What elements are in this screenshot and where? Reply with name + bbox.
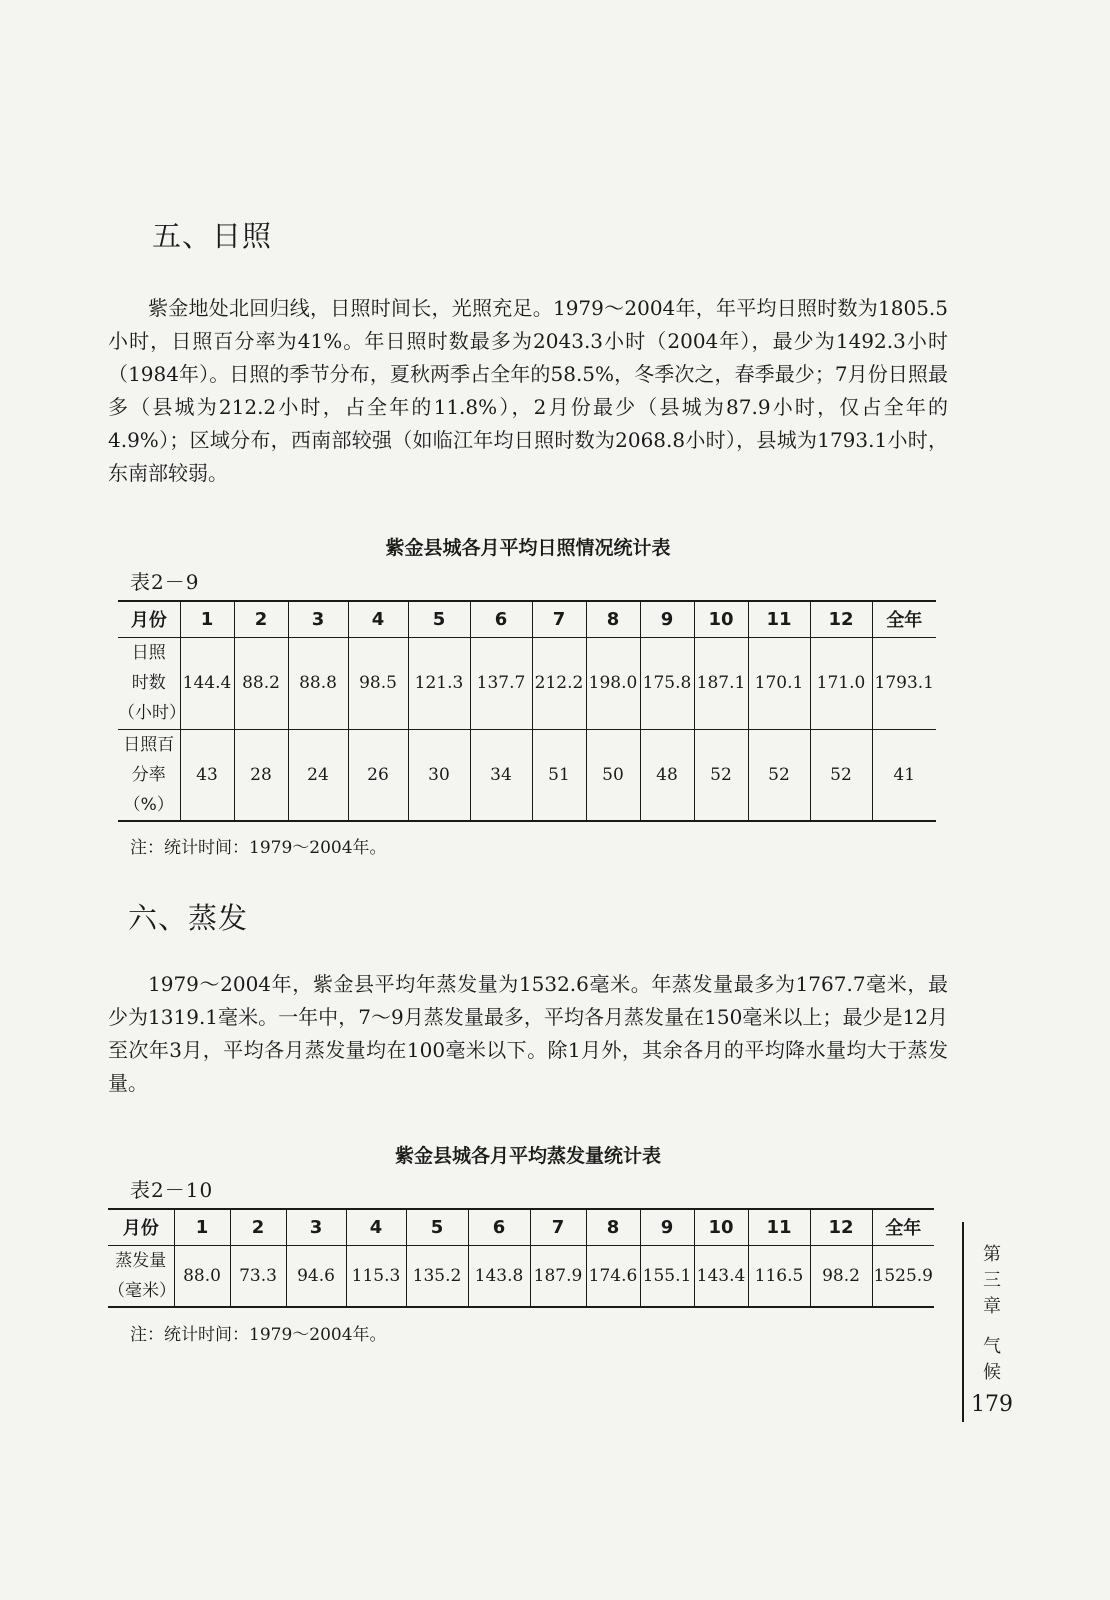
row-label-sunshine-percent: 日照百 分率 （%） bbox=[118, 729, 180, 821]
table-cell: 143.4 bbox=[694, 1245, 748, 1307]
table-cell: 121.3 bbox=[408, 637, 470, 729]
header-cell: 2 bbox=[230, 1209, 286, 1245]
table-cell: 34 bbox=[470, 729, 532, 821]
table-cell: 1525.9 bbox=[873, 1265, 933, 1286]
table-caption-evaporation: 紫金县城各月平均蒸发量统计表 bbox=[394, 1145, 661, 1167]
sunshine-paragraph: 紫金地处北回归线，日照时间长，光照充足。1979～2004年，年平均日照时数为1805.5小时，日照百分率为41%。年日照时数最多为2043.3小时（2004年），最少为1492.3小时（1984年）。日照的季节分布，夏秋两季占全年的58.5%，冬季次之，春季最少；7月份日照最多（县城为212.2小时，占全年的11.8%），2月份最少（县城为87.9小时，仅占全年的4.9%）；区域分布，西南部较强（如临江年均日照时数为2068.8小时），县城为1793.1小时，东南部较弱。 bbox=[108, 296, 948, 485]
table-cell: 88.8 bbox=[288, 637, 348, 729]
table-cell: 94.6 bbox=[286, 1245, 346, 1307]
table-cell: 24 bbox=[288, 729, 348, 821]
header-cell: 10 bbox=[694, 1209, 748, 1245]
header-cell: 9 bbox=[640, 1209, 694, 1245]
header-cell: 全年 bbox=[872, 601, 936, 637]
header-cell: 月份 bbox=[108, 1209, 174, 1245]
table-cell: 30 bbox=[408, 729, 470, 821]
header-cell: 12 bbox=[810, 601, 872, 637]
table-cell: 98.5 bbox=[348, 637, 408, 729]
header-cell: 11 bbox=[748, 601, 810, 637]
table-cell: 88.0 bbox=[174, 1245, 230, 1307]
table-cell: 51 bbox=[532, 729, 586, 821]
table-caption-sunshine: 紫金县城各月平均日照情况统计表 bbox=[385, 537, 671, 559]
header-cell: 6 bbox=[468, 1209, 530, 1245]
header-cell: 5 bbox=[408, 601, 470, 637]
table-note-evaporation: 注：统计时间：1979～2004年。 bbox=[130, 1325, 387, 1345]
table-row bbox=[118, 729, 936, 821]
header-cell: 1 bbox=[174, 1209, 230, 1245]
table-header-row bbox=[108, 1209, 934, 1245]
evaporation-paragraph: 1979～2004年，紫金县平均年蒸发量为1532.6毫米。年蒸发量最多为1767.7毫米，最少为1319.1毫米。一年中，7～9月蒸发量最多，平均各月蒸发量在150毫米以上；最少是12月至次年3月，平均各月蒸发量均在100毫米以下。除1月外，其余各月的平均降水量均大于蒸发量。 bbox=[108, 972, 948, 1095]
header-cell: 2 bbox=[234, 601, 288, 637]
table-cell: 115.3 bbox=[346, 1245, 406, 1307]
header-cell: 12 bbox=[810, 1209, 872, 1245]
table-number-sunshine: 表2－9 bbox=[130, 570, 200, 594]
header-cell: 11 bbox=[748, 1209, 810, 1245]
table-cell: 43 bbox=[180, 729, 234, 821]
table-cell: 116.5 bbox=[748, 1245, 810, 1307]
header-cell: 5 bbox=[406, 1209, 468, 1245]
table-cell: 187.9 bbox=[530, 1245, 586, 1307]
table-cell: 135.2 bbox=[406, 1245, 468, 1307]
table-cell: 52 bbox=[694, 729, 748, 821]
table-note-sunshine: 注：统计时间：1979～2004年。 bbox=[130, 838, 387, 858]
header-cell: 3 bbox=[288, 601, 348, 637]
table-cell: 143.8 bbox=[468, 1245, 530, 1307]
table-cell: 28 bbox=[234, 729, 288, 821]
table-cell: 88.2 bbox=[234, 637, 288, 729]
table-cell: 1793.1 bbox=[872, 637, 936, 729]
header-cell: 3 bbox=[286, 1209, 346, 1245]
table-cell: 52 bbox=[748, 729, 810, 821]
table-cell: 137.7 bbox=[470, 637, 532, 729]
chapter-label: 第 三 章 气 候 bbox=[983, 1244, 1001, 1383]
table-cell: 175.8 bbox=[640, 637, 694, 729]
table-row bbox=[118, 637, 936, 729]
header-cell: 全年 bbox=[872, 1209, 934, 1245]
table-cell: 73.3 bbox=[230, 1245, 286, 1307]
header-cell: 1 bbox=[180, 601, 234, 637]
table-cell: 212.2 bbox=[532, 637, 586, 729]
table-cell: 48 bbox=[640, 729, 694, 821]
table-cell: 98.2 bbox=[810, 1245, 872, 1307]
evaporation-table bbox=[108, 1208, 934, 1308]
table-cell: 26 bbox=[348, 729, 408, 821]
header-cell: 6 bbox=[470, 601, 532, 637]
table-header-row bbox=[118, 601, 936, 637]
table-cell: 41 bbox=[893, 764, 916, 785]
table-cell: 50 bbox=[586, 729, 640, 821]
header-cell: 7 bbox=[532, 601, 586, 637]
header-cell: 4 bbox=[346, 1209, 406, 1245]
row-label-evaporation: 蒸发量 （毫米） bbox=[108, 1245, 174, 1307]
table-cell: 174.6 bbox=[586, 1245, 640, 1307]
page-number: 179 bbox=[971, 1392, 1013, 1417]
header-cell: 月份 bbox=[118, 601, 180, 637]
table-cell: 171.0 bbox=[810, 637, 872, 729]
sunshine-table bbox=[118, 600, 936, 822]
table-cell: 144.4 bbox=[180, 637, 234, 729]
table-cell: 198.0 bbox=[586, 637, 640, 729]
table-cell: 155.1 bbox=[640, 1245, 694, 1307]
header-cell: 7 bbox=[530, 1209, 586, 1245]
row-label-sunshine-hours: 日照 时数 （小时） bbox=[118, 637, 180, 729]
margin-rule bbox=[962, 1222, 964, 1422]
header-cell: 8 bbox=[586, 601, 640, 637]
header-cell: 10 bbox=[694, 601, 748, 637]
table-cell: 52 bbox=[810, 729, 872, 821]
header-cell: 4 bbox=[348, 601, 408, 637]
table-cell: 187.1 bbox=[694, 637, 748, 729]
section-heading-evaporation: 六、蒸发 bbox=[128, 901, 249, 935]
section-heading-sunshine: 五、日照 bbox=[152, 219, 273, 253]
table-row bbox=[108, 1245, 934, 1307]
header-cell: 8 bbox=[586, 1209, 640, 1245]
table-number-evaporation: 表2－10 bbox=[130, 1178, 214, 1202]
header-cell: 9 bbox=[640, 601, 694, 637]
table-cell: 170.1 bbox=[748, 637, 810, 729]
